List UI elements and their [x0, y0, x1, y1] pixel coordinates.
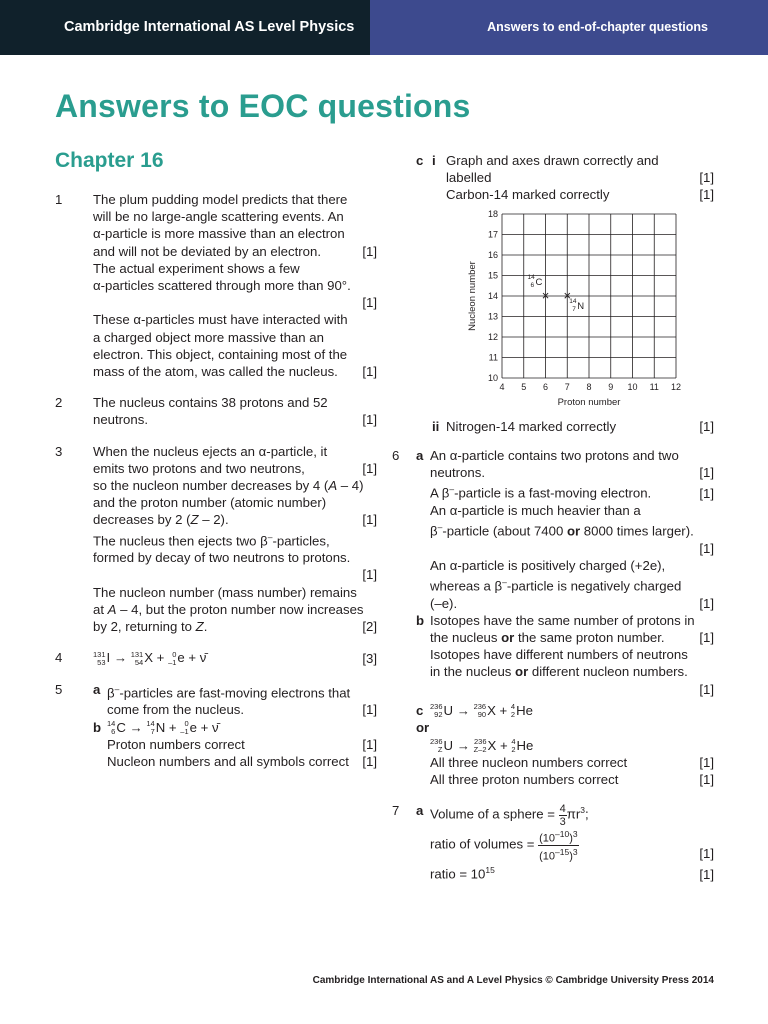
right-column [392, 152, 714, 897]
x-tick-label: 5 [521, 381, 527, 392]
left-column [55, 191, 377, 785]
answer-line: An α-particle contains two protons and two [430, 447, 679, 463]
question-number: 6 [392, 447, 400, 463]
chapter-title: Chapter 16 [55, 149, 164, 172]
decay-equation: 236 Z U → 236 Z–2 X + 4 2 He [430, 737, 534, 755]
mark: [1] [699, 772, 714, 788]
mark: [1] [362, 754, 377, 770]
answer-line: β–-particle (about 7400 or 8000 times larger). [430, 522, 694, 539]
x-axis-label: Proton number [557, 396, 621, 408]
y-tick-label: 18 [487, 208, 498, 219]
question-5c [392, 152, 714, 435]
mark: [1] [362, 512, 377, 528]
part-c [416, 702, 714, 720]
point-label-symbol: C [535, 276, 543, 288]
answer-line: Nitrogen-14 marked correctly [1] [446, 418, 714, 434]
x-tick-label: 6 [542, 381, 549, 392]
x-tick-label: 12 [670, 381, 682, 392]
answer-line: and the proton number (atomic number) [93, 495, 327, 511]
answer-line: whereas a β–-particle is negatively charged [430, 577, 682, 594]
mark: [1] [699, 595, 714, 611]
nuclide-chart-svg [406, 204, 682, 418]
y-tick-label: 16 [487, 249, 498, 260]
answer-line: come from the nucleus. [1] [107, 702, 377, 718]
part-label: c [416, 153, 424, 168]
part-c-ii [416, 418, 714, 435]
answer-line: A β–-particle is a fast-moving electron. [1] [430, 484, 714, 501]
part-a [93, 681, 377, 719]
answer-line: Isotopes have the same number of protons in [430, 612, 695, 628]
data-point-carbon-14: × [541, 287, 550, 303]
y-tick-label: 14 [487, 290, 498, 301]
data-point-nitrogen-14: × [563, 287, 572, 303]
mark: [1] [362, 567, 377, 583]
part-b [93, 719, 377, 771]
question-5 [55, 681, 377, 771]
or-label: or [416, 720, 430, 736]
part-label: a [93, 681, 101, 697]
mark: [1] [362, 702, 377, 718]
y-tick-label: 12 [487, 331, 498, 342]
y-tick-label: 11 [488, 352, 498, 363]
mark: [1] [699, 418, 714, 434]
part-a [416, 447, 714, 612]
page-header [0, 0, 768, 55]
answer-line: β–-particles are fast-moving electrons that [107, 683, 351, 701]
answer-line: Graph and axes drawn correctly and [446, 153, 659, 168]
decay-equation: 236 92 U → 236 90 X + 4 2 He [430, 702, 533, 720]
answer-line: electron. This object, containing most of the [93, 346, 348, 362]
decay-equation: 131 53 I → 131 54 X + 0 –1 e + ν̄ [3] [93, 649, 377, 667]
point-label-proton-number: 6 [530, 281, 535, 289]
part-b [416, 612, 714, 698]
question-number: 2 [55, 395, 63, 411]
nuclide-chart [416, 204, 714, 418]
answer-line: emits two protons and two neutrons, [1] [93, 460, 377, 476]
mark: [2] [362, 619, 377, 635]
mark: [1] [699, 866, 714, 882]
answer-line: These α-particles must have interacted with [93, 312, 348, 328]
y-axis-label: Nucleon number [467, 260, 478, 331]
x-tick-label: 9 [608, 381, 614, 392]
answer-line: α-particle is more massive than an electron [93, 226, 345, 242]
y-tick-label: 15 [487, 270, 498, 281]
part-label: b [93, 719, 102, 735]
answer-line: All three nucleon numbers correct [1] [430, 755, 714, 771]
question-number: 1 [55, 192, 63, 207]
answer-line: The nucleon number (mass number) remains [93, 584, 357, 600]
question-7 [392, 802, 714, 882]
question-number: 5 [55, 681, 63, 697]
question-2 [55, 394, 377, 428]
answer-line: The plum pudding model predicts that there [93, 192, 348, 207]
part-a [416, 802, 714, 882]
part-c-i [416, 152, 714, 204]
question-6 [392, 447, 714, 789]
mark: [1] [699, 465, 714, 481]
answer-line: ratio of volumes = $\frac{(10^{-10})^3}{(10^{-15})^3}$ [1] [430, 828, 714, 863]
part-c-or [416, 719, 714, 736]
point-label-symbol: N [577, 300, 585, 312]
decay-equation: 14 6 C → 14 7 N + 0 –1 e + ν̄ [107, 719, 219, 737]
answer-line: a charged object more massive than an [93, 329, 324, 345]
answer-line: at A – 4, but the proton number now increases [93, 601, 364, 617]
mark: [1] [362, 412, 377, 428]
answer-line: Proton numbers correct [1] [107, 737, 377, 753]
answer-line: All three proton numbers correct [1] [430, 772, 714, 788]
answer-line: Volume of a sphere = $\frac{4}{3}$ $\pi r^3$; [430, 802, 589, 828]
x-tick-label: 7 [564, 381, 570, 392]
mark: [1] [362, 737, 377, 753]
x-tick-label: 11 [649, 381, 659, 392]
answer-line: decreases by 2 (Z – 2). [1] [93, 512, 377, 528]
roman-label: i [432, 153, 436, 168]
answer-line: (–e). [1] [430, 595, 714, 611]
mark: [1] [699, 187, 714, 203]
x-tick-label: 4 [499, 381, 505, 392]
mark: [1] [699, 485, 714, 501]
answer-line: Carbon-14 marked correctly [1] [446, 187, 714, 203]
point-label-mass-number: 14 [527, 273, 535, 281]
document-title: Answers to EOC questions [55, 88, 471, 124]
answer-line: formed by decay of two neutrons to protons. [93, 550, 351, 566]
answer-line: in the nucleus or different nucleon numbers. [430, 664, 688, 680]
part-label: a [416, 803, 424, 819]
point-label-mass-number: 14 [569, 297, 577, 305]
answer-line: When the nucleus ejects an α-particle, it [93, 443, 328, 459]
mark: [1] [699, 755, 714, 771]
y-tick-label: 10 [487, 372, 498, 383]
answer-line: ratio = $10^{15}$ [1] [430, 865, 714, 882]
question-number: 7 [392, 803, 400, 819]
question-1 [55, 191, 377, 380]
mark: [1] [362, 243, 377, 259]
answer-line: The actual experiment shows a few [93, 260, 300, 276]
answer-line: An α-particle is positively charged (+2e), [430, 557, 666, 573]
question-3 [55, 443, 377, 636]
answer-line: the nucleus or the same proton number. [1] [430, 630, 714, 646]
answer-line: neutrons. [1] [430, 465, 714, 481]
answer-line: will be no large-angle scattering events. An [93, 209, 344, 225]
mark: [1] [699, 845, 714, 861]
mark: [3] [362, 650, 377, 666]
answer-line: mass of the atom, was called the nucleus. [1] [93, 364, 377, 380]
point-label-proton-number: 7 [572, 305, 576, 313]
question-number: 3 [55, 443, 63, 459]
answer-line: α-particles scattered through more than 90°. [93, 278, 351, 294]
answer-line: so the nucleon number decreases by 4 (A – 4) [93, 478, 364, 494]
mark: [1] [699, 681, 714, 697]
mark: [1] [362, 364, 377, 380]
answer-line: Isotopes have different numbers of neutrons [430, 647, 688, 663]
book-title: Cambridge International AS Level Physics [0, 0, 370, 55]
answer-line: The nucleus contains 38 protons and 52 [93, 395, 328, 411]
x-tick-label: 10 [627, 381, 638, 392]
question-number: 4 [55, 650, 63, 666]
answer-line: labelled [1] [446, 170, 714, 186]
mark: [1] [699, 540, 714, 556]
y-tick-label: 17 [487, 229, 498, 240]
answer-line: Nucleon numbers and all symbols correct [1] [107, 754, 377, 770]
mark: [1] [699, 630, 714, 646]
part-label: b [416, 612, 425, 628]
mark: [1] [362, 460, 377, 476]
mark: [1] [699, 170, 714, 186]
part-label: a [416, 447, 424, 463]
part-label: c [416, 702, 424, 718]
y-tick-label: 13 [487, 311, 498, 322]
page-footer: Cambridge International AS and A Level Physics © Cambridge University Press 2014 [312, 975, 714, 986]
answer-line: by 2, returning to Z. [2] [93, 619, 377, 635]
x-tick-label: 8 [586, 381, 592, 392]
answer-line: The nucleus then ejects two β–-particles, [93, 531, 330, 549]
answer-line: and will not be deviated by an electron. [1] [93, 243, 377, 259]
mark: [1] [362, 295, 377, 311]
answer-line: neutrons. [1] [93, 412, 377, 428]
roman-label: ii [432, 418, 440, 434]
section-label: Answers to end-of-chapter questions [370, 0, 768, 55]
answer-line: An α-particle is much heavier than a [430, 502, 641, 518]
question-4 [55, 649, 377, 667]
